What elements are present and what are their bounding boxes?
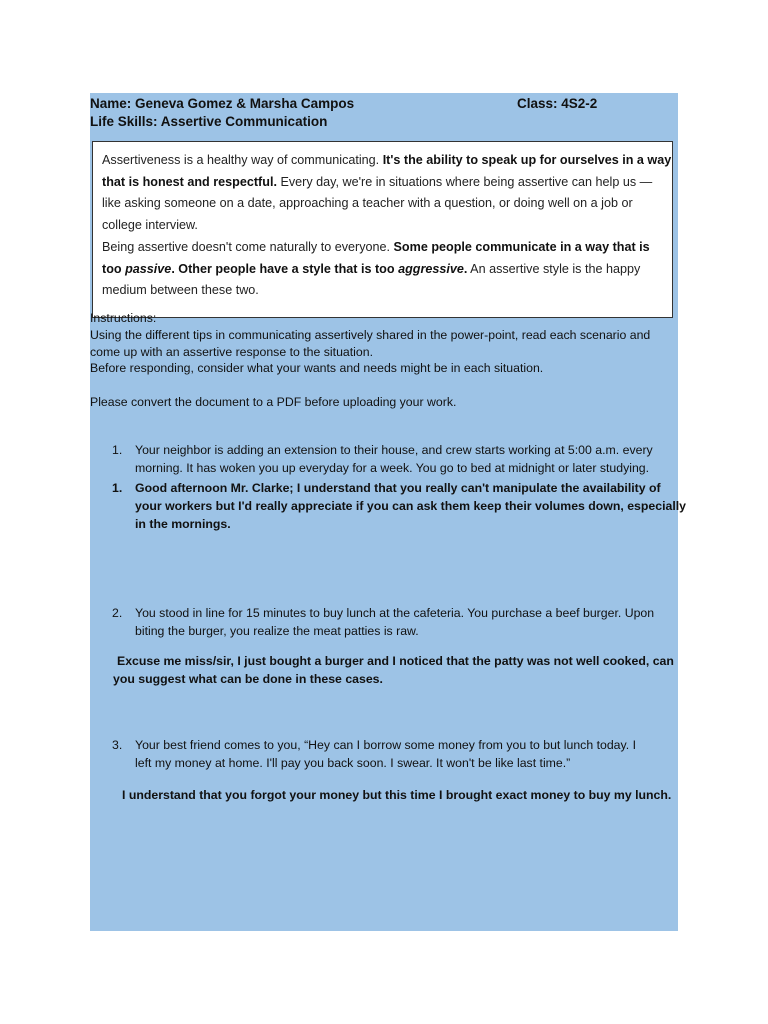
answer-1: 1. Good afternoon Mr. Clarke; I understand that you really can't manipulate the availability of your workers but I'd really appreciate if you can ask them keep their volumes down, especially in the mornings. xyxy=(112,481,687,531)
instructions-heading: Instructions: xyxy=(90,311,157,325)
intro-paragraph-1: Assertiveness is a healthy way of communicating. It's the ability to speak up for ourselves in a way that is honest and respectful. Every day, we're in situations where being assertive can help us — like asking someone on a date, approaching a teacher with a question, or doing well on a job or college interview. xyxy=(102,153,672,233)
question-1: 1. Your neighbor is adding an extension to their house, and crew starts working at 5:00 a.m. every morning. It has woken you up everyday for a week. You go to bed at midnight or later studying. xyxy=(112,443,653,475)
instructions-line: come up with an assertive response to the situation. xyxy=(90,344,373,359)
instructions-line: Using the different tips in communicating assertively shared in the power-point, read each scenario and xyxy=(90,327,651,342)
instructions-line: Before responding, consider what your wants and needs might be in each situation. xyxy=(90,361,544,376)
answer-3: I understand that you forgot your money but this time I brought exact money to buy my lunch. xyxy=(122,788,672,802)
instructions xyxy=(90,310,678,411)
class-label: Class: 4S2-2 xyxy=(517,96,598,111)
instructions-line: Please convert the document to a PDF before uploading your work. xyxy=(90,395,457,410)
student-names: Name: Geneva Gomez & Marsha Campos xyxy=(90,96,355,111)
question-3: 3. Your best friend comes to you, “Hey can I borrow some money from you to but lunch today. I left my money at home. I'll pay you back soon. I swear. It won't be like last time.” xyxy=(112,738,637,770)
intro-paragraph-2: Being assertive doesn't come naturally to everyone. Some people communicate in a way that is too passive. Other people have a style that is too aggressive. An assertive style is the happy medium between these two. xyxy=(102,239,650,298)
answer-2: Excuse me miss/sir, I just bought a burger and I noticed that the patty was not well cooked, can you suggest what can be done in these cases. xyxy=(113,654,674,686)
worksheet-page xyxy=(90,93,687,931)
question-2: 2. You stood in line for 15 minutes to buy lunch at the cafeteria. You purchase a beef burger. Upon biting the burger, you realize the meat patties is raw. xyxy=(112,606,655,638)
subject-title: Life Skills: Assertive Communication xyxy=(90,114,328,129)
intro-box xyxy=(92,141,673,318)
